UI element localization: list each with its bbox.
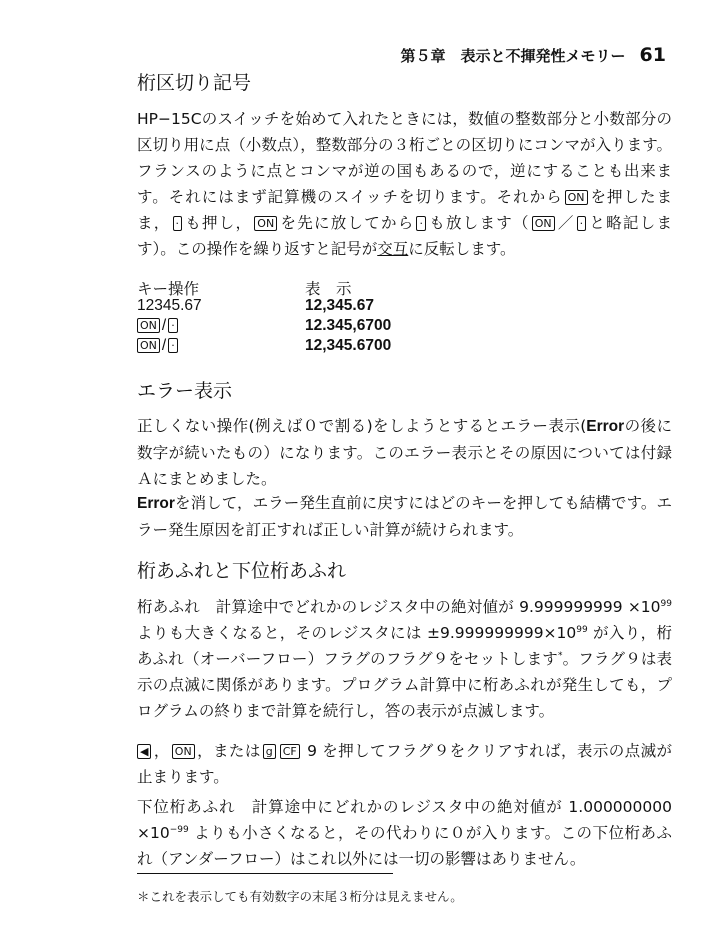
g-key-icon: g <box>263 744 276 759</box>
dot-key-icon: · <box>173 216 183 231</box>
footnote-marker: * <box>557 650 563 661</box>
on-key-icon: ON <box>137 338 160 353</box>
paragraph-error-2: Errorを消して，エラー発生直前に戻すにはどのキーを押しても結構です。エラー発生原因を訂正すれば正しい計算が続けられます。 <box>137 494 672 539</box>
key-sequence: 12345.67 <box>137 297 202 314</box>
chapter-title: 第５章 表示と不揮発性メモリー <box>400 47 626 65</box>
paragraph-clear-flag: ◀ ， ON ，または g CF 9 を押してフラグ９をクリアすれば，表示の点滅が止まります。 <box>137 742 672 786</box>
on-key-icon: ON <box>254 216 277 231</box>
key-display-table <box>137 277 557 357</box>
paragraph-error-1: 正しくない操作(例えば０で割る)をしようとするとエラー表示(Errorの後に数字が続いたもの）になります。このエラー表示とその原因については付録Ａにまとめました。 <box>137 417 672 488</box>
table-header-row <box>137 277 557 297</box>
display-value: 12,345.6700 <box>305 337 392 354</box>
section-title-overflow: 桁あふれと下位桁あふれ <box>137 560 347 582</box>
footnote-divider <box>137 873 393 874</box>
dot-key-icon: · <box>416 216 426 231</box>
dot-key-icon: · <box>168 318 178 333</box>
on-key-icon: ON <box>532 216 555 231</box>
running-header <box>0 44 666 66</box>
dot-key-icon: · <box>577 216 587 231</box>
display-value: 12.345,6700 <box>305 317 392 334</box>
table-row <box>137 317 557 337</box>
section-title-separator: 桁区切り記号 <box>137 72 252 94</box>
paragraph-separator: HP−15Cのスイッチを始めて入れたときには，数値の整数部分と小数部分の区切り用に点（小数点），整数部分の３桁ごとの区切りにコンマが入ります。フランスのように点とコンマが逆の国もあるので，逆にすることも出来ます。それにはまず記算機のスイッチを切ります。それから ON を押したまま， · も押し， ON を先に放してから · も放します（ ON ／ · と略記します）。この操作を繰り返すと記号が交互に反転します。 <box>137 110 672 258</box>
page-number: 61 <box>639 44 666 66</box>
footnote: ＊これを表示しても有効数字の末尾３桁分は見えません。 <box>137 889 463 904</box>
display-value: 12,345.67 <box>305 297 374 314</box>
on-key-icon: ON <box>137 318 160 333</box>
column-header-display: 表 示 <box>305 280 352 298</box>
key-sequence: ON / · <box>137 317 180 335</box>
table-row <box>137 297 557 317</box>
cf-key-icon: CF <box>280 744 300 759</box>
key-sequence: ON / · <box>137 337 180 355</box>
section-title-error: エラー表示 <box>137 380 233 402</box>
dot-key-icon: · <box>168 338 178 353</box>
on-key-icon: ON <box>172 744 195 759</box>
paragraph-underflow: 下位桁あふれ 計算途中にどれかのレジスタ中の絶対値が $1.000000000 \times 10^{-99}$ よりも小さくなると，その代わりに０が入ります。この下位桁あふれ（アンダーフロー）はこれ以外には一切の影響はありません。 <box>137 798 672 868</box>
paragraph-overflow: 桁あふれ 計算途中でどれかのレジスタ中の絶対値が $9.999999999 \times 10^{99}$ よりも大きくなると，そのレジスタには $\pm 9.999999999\times 10^{99}$ が入り，桁あふれ（オーバーフロー）フラグのフラグ９をセットします*。フラグ９は表示の点滅に関係があります。プログラム計算中に桁あふれが発生しても，プログラムの終りまで計算を続行し，答の表示が点滅します。 <box>137 598 672 720</box>
backspace-key-icon: ◀ <box>137 744 151 759</box>
on-key-icon: ON <box>565 190 588 205</box>
table-row <box>137 337 557 357</box>
column-header-key: キー操作 <box>137 280 200 298</box>
